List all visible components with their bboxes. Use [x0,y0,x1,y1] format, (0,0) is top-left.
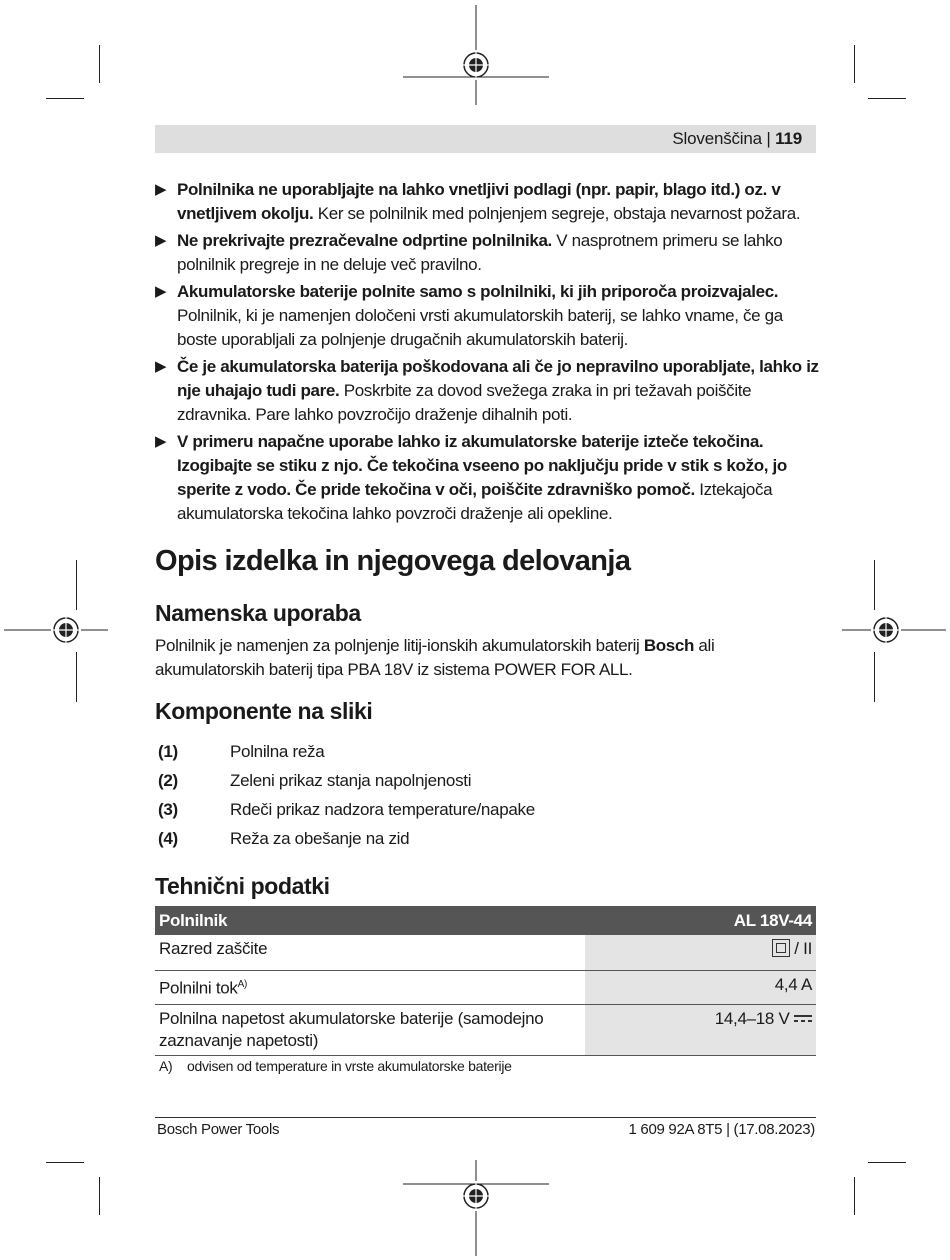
registration-mark-icon [403,1160,549,1256]
page-header [155,125,816,153]
direct-current-icon [794,1013,812,1023]
list-item [158,740,758,769]
component-number: (4) [158,829,178,848]
header-separator: | [766,129,771,148]
crop-mark [854,45,855,83]
table-label-text: Polnilni tok [159,978,238,998]
warning-bold: Če je akumulatorska baterija poškodovana ali če jo nepravilno uporabljate, lahko iz nje uhajajo tudi pare. [177,357,819,400]
list-item [158,798,758,827]
page-number: 119 [775,129,802,148]
list-item [158,827,758,856]
footer-doc-number: 1 609 92A 8T5 | (17.08.2023) [628,1121,815,1138]
crop-mark [46,98,84,99]
warning-item [155,178,820,226]
bullet-triangle-icon: ▶ [155,433,167,450]
safety-warnings [155,178,820,529]
warning-bold: Ne prekrivajte prezračevalne odprtine polnilnika. [177,231,552,250]
warning-item [155,355,820,427]
warning-text: Ker se polnilnik med polnjenjem segreje, obstaja nevarnost požara. [313,204,801,223]
component-label: Reža za obešanje na zid [230,829,410,848]
crop-mark [46,1162,84,1163]
table-row [155,971,816,1005]
table-cell-label: Polnilna napetost akumulatorske baterije (samodejno zaznavanje napetosti) [155,1005,585,1056]
registration-mark-icon [842,605,946,655]
technical-data-table [155,906,816,1056]
section-title: Opis izdelka in njegovega delovanja [155,545,631,577]
component-label: Rdeči prikaz nadzora temperature/napake [230,800,535,819]
crop-mark [868,1162,906,1163]
bullet-triangle-icon: ▶ [155,358,167,375]
technical-heading: Tehnični podatki [155,873,330,899]
table-value-text: 14,4–18 V [714,1009,790,1028]
table-row [155,935,816,971]
table-header-cell: Polnilnik [155,906,585,935]
footnote-text: odvisen od temperature in vrste akumulatorske baterije [187,1058,512,1074]
warning-bold: Polnilnika ne uporabljajte na lahko vnetljivi podlagi (npr. papir, blago itd.) oz. v vnetljivem okolju. [177,180,781,223]
crop-mark [99,45,100,83]
intended-use-heading: Namenska uporaba [155,600,361,626]
bullet-triangle-icon: ▶ [155,181,167,198]
table-header-row [155,906,816,935]
warning-text: Iztekajoča akumulatorska tekočina lahko povzroči draženje ali opekline. [177,480,773,523]
brand-name: Bosch [643,636,695,655]
header-language: Slovenščina [672,129,762,148]
registration-mark-icon [403,5,549,105]
table-cell-value: 4,4 A [585,971,816,1005]
component-number: (1) [158,742,178,761]
warning-text: Poskrbite za dovod svežega zraka in pri težavah poiščite zdravnika. Pare lahko povzročijo draženje dihalnih poti. [177,381,752,424]
bullet-triangle-icon: ▶ [155,232,167,249]
crop-mark [76,652,77,702]
bullet-triangle-icon: ▶ [155,283,167,300]
protection-class-ii-icon [772,939,790,957]
crop-mark [76,560,77,610]
crop-mark [854,1177,855,1215]
table-cell-label: Razred zaščite [155,935,585,971]
component-label: Zeleni prikaz stanja napolnjenosti [230,771,472,790]
table-cell-value [585,1005,816,1056]
list-item [158,769,758,798]
table-cell-value [585,935,816,971]
components-heading: Komponente na sliki [155,698,373,724]
header-text [672,129,802,149]
crop-mark [99,1177,100,1215]
footer-divider [155,1117,816,1118]
component-number: (3) [158,800,178,819]
crop-mark [868,98,906,99]
footer-brand: Bosch Power Tools [157,1121,280,1138]
registration-mark-icon [4,605,108,655]
table-cell-label [155,971,585,1005]
table-header-cell: AL 18V-44 [585,906,816,935]
component-number: (2) [158,771,178,790]
warning-item [155,229,820,277]
warning-text: V nasprotnem primeru se lahko polnilnik pregreje in ne deluje več pravilno. [177,231,783,274]
footnote-mark: A) [159,1058,173,1074]
table-value-text: / II [794,939,812,958]
components-list [158,740,758,856]
intended-use-text-part: ali akumulatorskih baterij tipa PBA 18V iz sistema POWER FOR ALL. [155,636,715,679]
table-row [155,1005,816,1056]
warning-bold: Akumulatorske baterije polnite samo s polnilniki, ki jih priporoča proizvajalec. [177,282,779,301]
warning-bold: V primeru napačne uporabe lahko iz akumulatorske baterije izteče tekočina. Izogibajte se stiku z njo. Če tekočina vseeno po naključju pride v stik s kožo, jo sperite z vodo. Če pride tekočina v oči, poiščite zdravniško pomoč. [177,432,787,499]
intended-use-text-part: Polnilnik je namenjen za polnjenje litij-ionskih akumulatorskih baterij [155,636,644,655]
crop-mark [874,560,875,610]
warning-item [155,430,820,526]
table-footnote [159,1058,512,1074]
warning-text: Polnilnik, ki je namenjen določeni vrsti akumulatorskih baterij, se lahko vname, če ga boste uporabljali za polnjenje drugačnih akumulatorskih baterij. [177,306,783,349]
warning-item [155,280,820,352]
crop-mark [874,652,875,702]
intended-use-text [155,634,795,682]
footnote-ref: A) [237,979,248,990]
component-label: Polnilna reža [230,742,325,761]
